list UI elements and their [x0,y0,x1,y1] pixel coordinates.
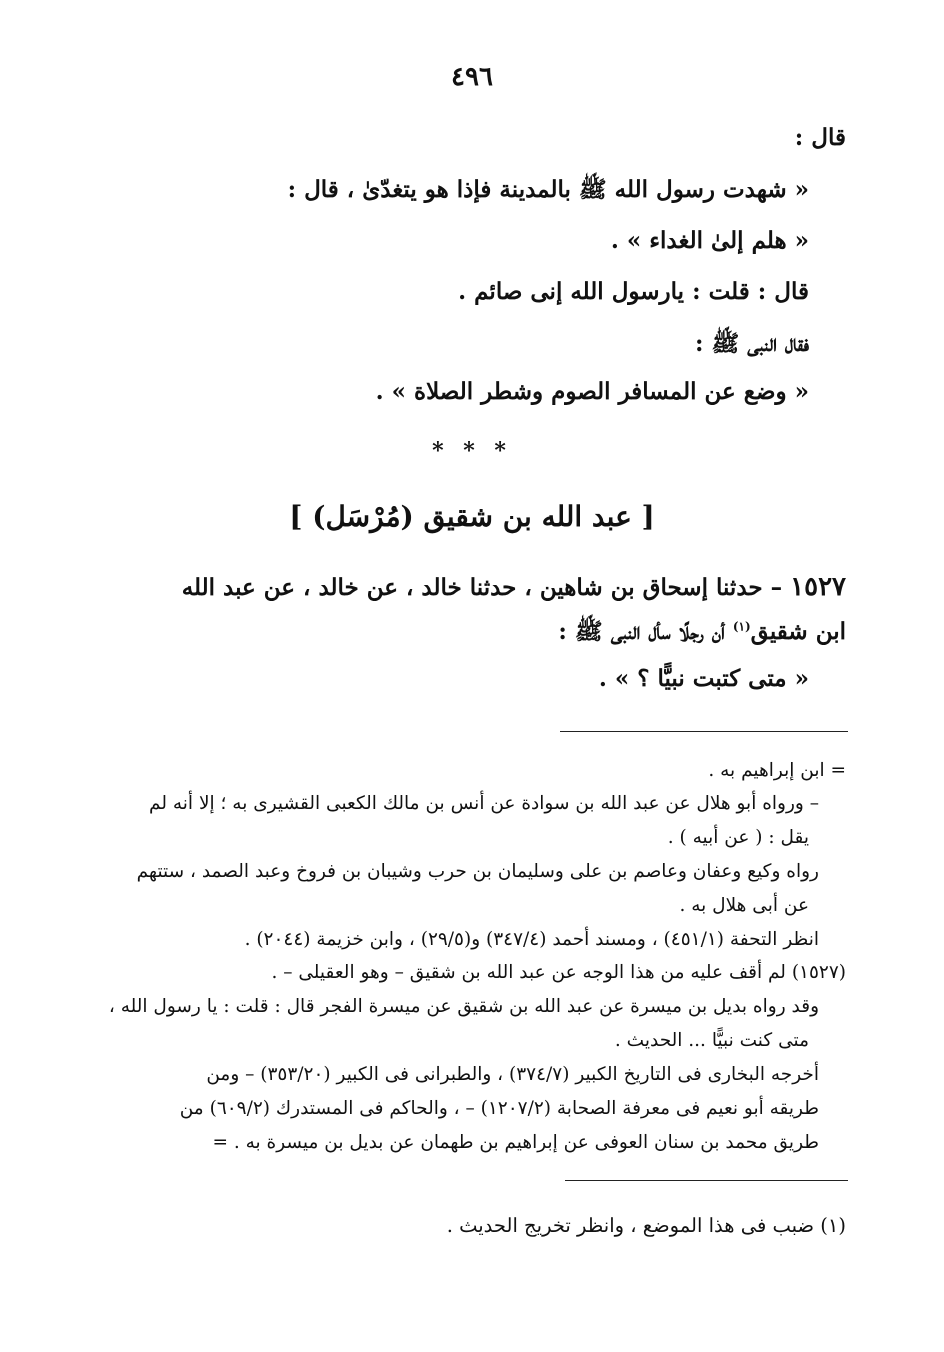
hadith-line-2-end: أن رجلًا سأل النبى ﷺ : [558,618,733,645]
footnote-line-5: عن أبى هلال به . [679,895,809,916]
separator: * * * [432,438,512,464]
hadith-line-2-start: ابن شقيق [750,618,846,645]
footnote-reference: (١) [732,619,751,634]
footnote-line-3: يقل : ( عن أبيه ) . [667,827,809,848]
footnote-line-6: انظر التحفة (٤٥١/١) ، ومسند أحمد (٣٤٧/٤) و(٢٩/٥) ، وابن خزيمة (٢٠٤٤) . [244,929,819,950]
bottom-note: (١) ضبب فى هذا الموضع ، وانظر تخريج الحديث . [446,1214,846,1237]
hadith-number: ١٥٢٧ [790,572,846,602]
body-line-6: « وضع عن المسافر الصوم وشطر الصلاة » . [375,378,809,405]
footnote-line-7: (١٥٢٧) لم أقف عليه من هذا الوجه عن عبد الله بن شقيق – وهو العقيلى – . [271,962,846,983]
page-number: ٤٩٦ [451,62,493,92]
hadith-line-1 [106,572,846,602]
bottom-note-divider [565,1180,848,1181]
footnote-line-2: – ورواه أبو هلال عن عبد الله بن سوادة عن أنس بن مالك الكعبى القشيرى به ؛ إلا أنه لم [149,793,819,814]
section-heading: [ عبد الله بن شقيق (مُرْسَل) ] [289,500,655,533]
body-line-4: قال : قلت : يارسول الله إنى صائم . [458,278,809,305]
hadith-line-1-text: – حدثنا إسحاق بن شاهين ، حدثنا خالد ، عن خالد ، عن عبد الله [181,574,791,601]
footnote-divider [560,731,848,732]
body-line-3: « هلم إلىٰ الغداء » . [610,227,809,254]
footnote-line-11: طريقه أبو نعيم فى معرفة الصحابة (١٢٠٧/٢) – ، والحاكم فى المستدرك (٦٠٩/٢) من [179,1098,819,1119]
footnote-line-4: رواه وكيع وعفان وعاصم بن على وسليمان بن حرب وشيبان بن فروخ وعبد الصمد ، ستتهم [136,861,819,882]
body-line-5: فقال النبى ﷺ : [694,330,809,357]
footnote-line-1: = ابن إبراهيم به . [708,760,846,781]
hadith-line-3: « متى كتبت نبيًّا ؟ » . [598,665,809,692]
footnote-line-8: وقد رواه بديل بن ميسرة عن عبد الله بن شقيق عن ميسرة الفجر قال : قلت : يا رسول الله ، [108,996,819,1017]
footnote-line-12: طريق محمد بن سنان العوفى عن إبراهيم بن طهمان عن بديل بن ميسرة به . = [212,1132,819,1153]
hadith-line-2 [558,617,846,651]
footnote-line-10: أخرجه البخارى فى التاريخ الكبير (٣٧٤/٧) ، والطبرانى فى الكبير (٣٥٣/٢٠) – ومن [206,1064,819,1085]
footnote-line-9: متى كنت نبيًّا ... الحديث . [614,1030,809,1051]
body-line-1: قال : [794,124,846,151]
body-line-2: « شهدت رسول الله ﷺ بالمدينة فإذا هو يتغدّىٰ ، قال : [287,176,809,203]
